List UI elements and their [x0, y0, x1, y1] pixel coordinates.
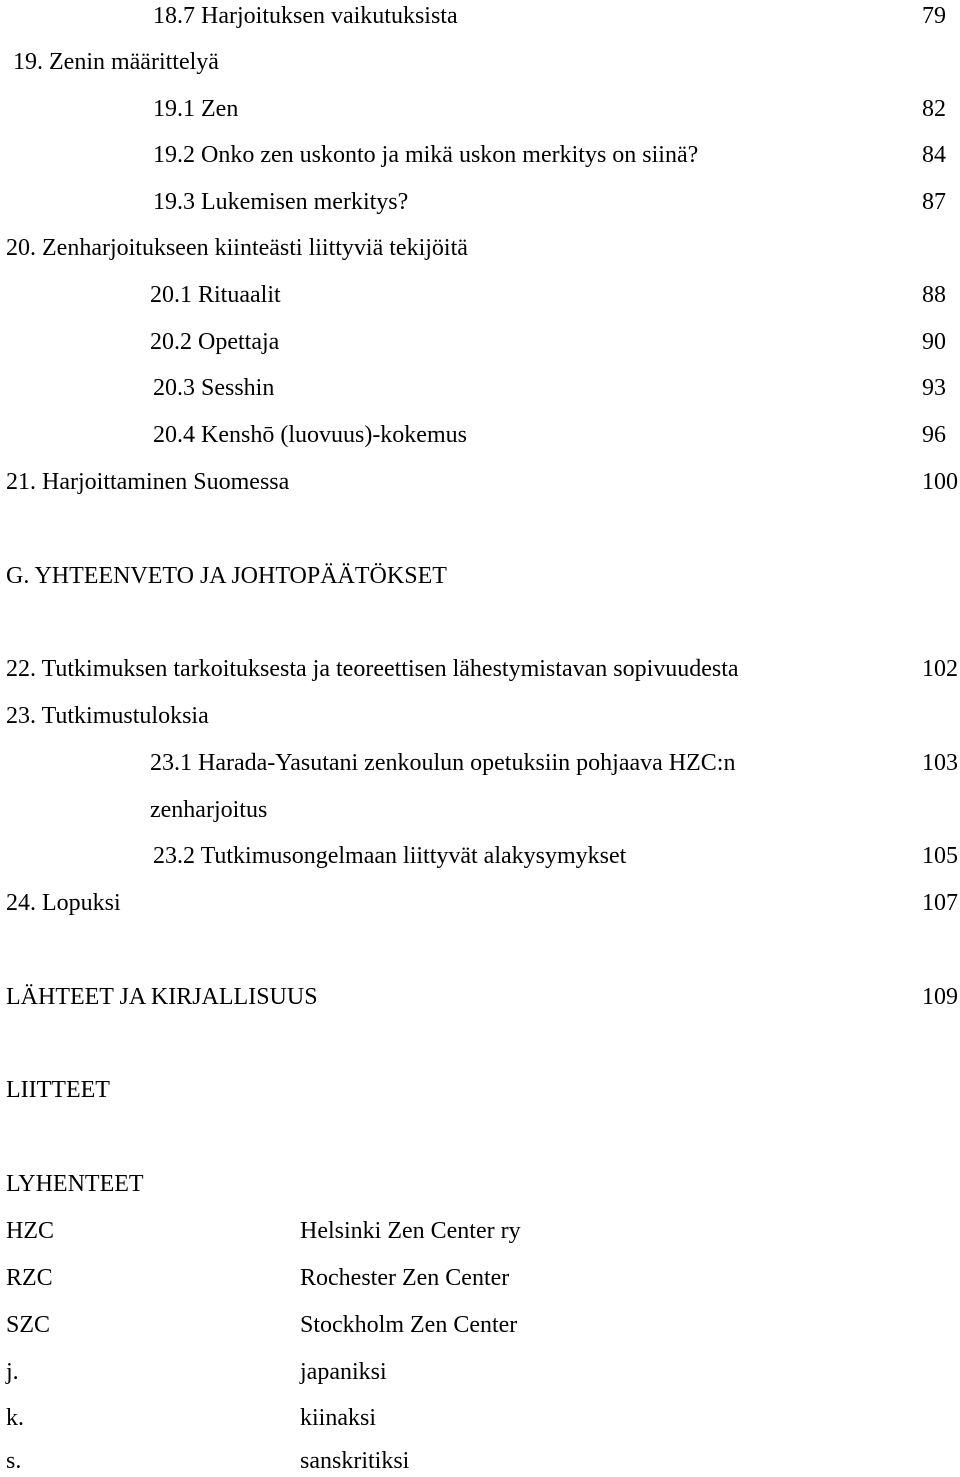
abbreviation-row [0, 1262, 960, 1294]
section-heading: G. YHTEENVETO JA JOHTOPÄÄTÖKSET [6, 563, 447, 589]
toc-entry-label-continued: zenharjoitus [150, 797, 268, 823]
toc-entry-page: 96 [922, 422, 946, 448]
toc-entry-20-2 [0, 326, 960, 358]
toc-entry-label: 20.2 Opettaja [150, 329, 280, 355]
toc-entry-label: 20.4 Kenshō (luovuus)-kokemus [153, 422, 467, 448]
toc-entry-24 [0, 887, 960, 919]
toc-entry-page: 93 [922, 375, 946, 401]
abbreviation-row [0, 1445, 960, 1477]
abbreviation-meaning: kiinaksi [300, 1405, 376, 1431]
toc-entry-21 [0, 466, 960, 498]
abbreviation-row [0, 1356, 960, 1388]
toc-entry-label: 24. Lopuksi [6, 890, 121, 916]
abbreviation-meaning: sanskritiksi [300, 1448, 410, 1474]
toc-entry-label: 20.3 Sesshin [153, 375, 275, 401]
toc-entry-18-7 [0, 0, 960, 32]
toc-entry-20-1 [0, 279, 960, 311]
toc-entry-sources [0, 981, 960, 1013]
toc-entry-label: 19.3 Lukemisen merkitys? [153, 189, 409, 215]
toc-entry-23-1 [0, 747, 960, 779]
abbreviation: HZC [6, 1218, 54, 1244]
abbreviation-row [0, 1309, 960, 1341]
toc-entry-19-1 [0, 93, 960, 125]
abbreviation: s. [6, 1448, 22, 1474]
toc-entry-page: 79 [922, 3, 946, 29]
toc-entry-23 [0, 700, 960, 732]
toc-entry-appendices [0, 1074, 960, 1106]
toc-section-g [0, 560, 960, 592]
toc-entry-label: 20.1 Rituaalit [150, 282, 281, 308]
toc-entry-label: 23.1 Harada-Yasutani zenkoulun opetuksiin pohjaava HZC:n [150, 750, 736, 776]
toc-entry-page: 109 [922, 984, 958, 1010]
toc-entry-label: 23.2 Tutkimusongelmaan liittyvät alakysymykset [153, 843, 627, 869]
toc-entry-label: 20. Zenharjoitukseen kiinteästi liittyviä tekijöitä [6, 235, 468, 261]
toc-entry-20-4 [0, 419, 960, 451]
section-heading: LYHENTEET [6, 1171, 144, 1197]
abbreviations-heading [0, 1168, 960, 1200]
toc-entry-page: 87 [922, 189, 946, 215]
toc-entry-label: 23. Tutkimustuloksia [6, 703, 209, 729]
toc-entry-page: 90 [922, 329, 946, 355]
toc-entry-page: 100 [922, 469, 958, 495]
toc-entry-page: 105 [922, 843, 958, 869]
abbreviation: RZC [6, 1265, 53, 1291]
abbreviation: j. [6, 1359, 19, 1385]
toc-entry-19 [0, 46, 960, 78]
toc-entry-label: 19. Zenin määrittelyä [13, 49, 219, 75]
abbreviation-meaning: Helsinki Zen Center ry [300, 1218, 521, 1244]
abbreviation: k. [6, 1405, 24, 1431]
toc-entry-22 [0, 653, 960, 685]
toc-entry-label: LÄHTEET JA KIRJALLISUUS [6, 984, 318, 1010]
toc-entry-page: 82 [922, 96, 946, 122]
toc-entry-label: 21. Harjoittaminen Suomessa [6, 469, 290, 495]
toc-entry-label: LIITTEET [6, 1077, 110, 1103]
toc-entry-label: 18.7 Harjoituksen vaikutuksista [153, 3, 458, 29]
toc-entry-page: 102 [922, 656, 958, 682]
abbreviation-meaning: Rochester Zen Center [300, 1265, 510, 1291]
toc-entry-20-3 [0, 372, 960, 404]
toc-entry-page: 107 [922, 890, 958, 916]
toc-entry-19-2 [0, 139, 960, 171]
toc-entry-20 [0, 232, 960, 264]
toc-entry-page: 103 [922, 750, 958, 776]
abbreviation-meaning: Stockholm Zen Center [300, 1312, 518, 1338]
toc-entry-page: 84 [922, 142, 946, 168]
toc-entry-page: 88 [922, 282, 946, 308]
abbreviation-row [0, 1402, 960, 1434]
toc-entry-23-1-continued [0, 794, 960, 826]
abbreviation: SZC [6, 1312, 51, 1338]
toc-entry-label: 19.1 Zen [153, 96, 239, 122]
toc-entry-label: 22. Tutkimuksen tarkoituksesta ja teoreettisen lähestymistavan sopivuudesta [6, 656, 739, 682]
toc-entry-19-3 [0, 186, 960, 218]
abbreviation-meaning: japaniksi [300, 1359, 387, 1385]
abbreviation-row [0, 1215, 960, 1247]
toc-entry-label: 19.2 Onko zen uskonto ja mikä uskon merkitys on siinä? [153, 142, 699, 168]
toc-entry-23-2 [0, 840, 960, 872]
